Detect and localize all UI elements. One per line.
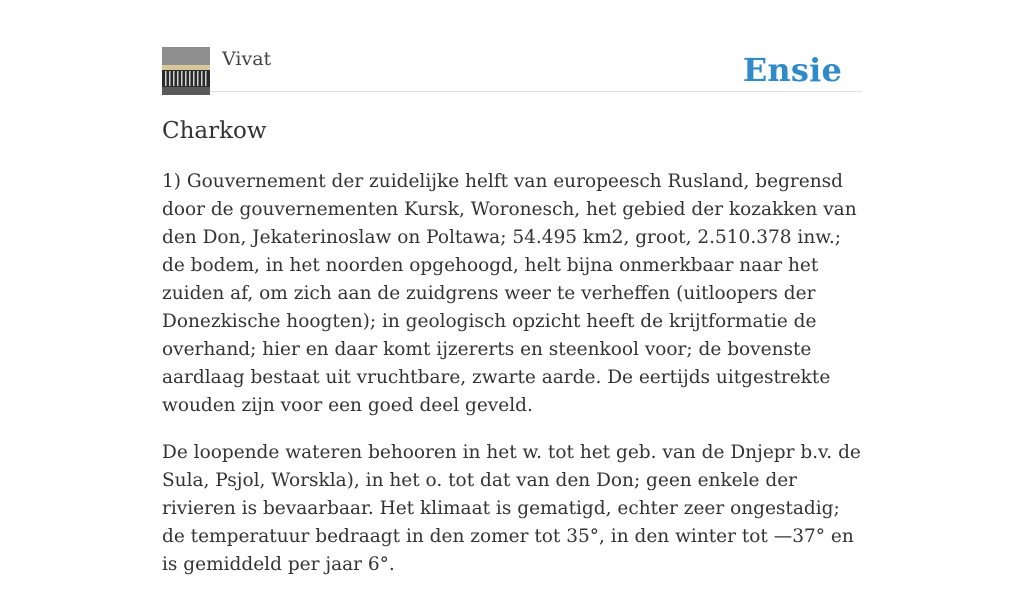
- page: [162, 0, 862, 575]
- avatar[interactable]: [162, 47, 210, 95]
- author-name[interactable]: Vivat: [222, 48, 272, 70]
- article-body: [162, 168, 862, 598]
- article-title: Charkow: [162, 118, 267, 144]
- article-paragraph: 1) Gouvernement der zuidelijke helft van europeesch Rusland, begrensd door de gouvernementen Kursk, Woronesch, het gebied der kozakken van den Don, Jekaterinoslaw on Poltawa; 54.495 km2, groot, 2.510.378 inw.; de bodem, in het noorden opgehoogd, helt bijna onmerkbaar naar het zuiden af, om zich aan de zuidgrens weer te verheffen (uitloopers der Donezkische hoogten); in geologisch opzicht heeft de krijtformatie de overhand; hier en daar komt ijzererts en steenkool voor; de bovenste aardlaag bestaat uit vruchtbare, zwarte aarde. De eertijds uitgestrekte wouden zijn voor een goed deel geveld.: [162, 171, 857, 416]
- header: [162, 0, 862, 92]
- library-shelves-icon: [162, 47, 210, 95]
- brand-logo[interactable]: Ensie: [742, 51, 842, 89]
- article-paragraph: De loopende wateren behooren in het w. tot het geb. van de Dnjepr b.v. de Sula, Psjol, Worskla), in het o. tot dat van den Don; geen enkele der rivieren is bevaarbaar. Het klimaat is gematigd, echter zeer ongestadig; de temperatuur bedraagt in den zomer tot 35°, in den winter tot —37° en is gemiddeld per jaar 6°.: [162, 442, 861, 575]
